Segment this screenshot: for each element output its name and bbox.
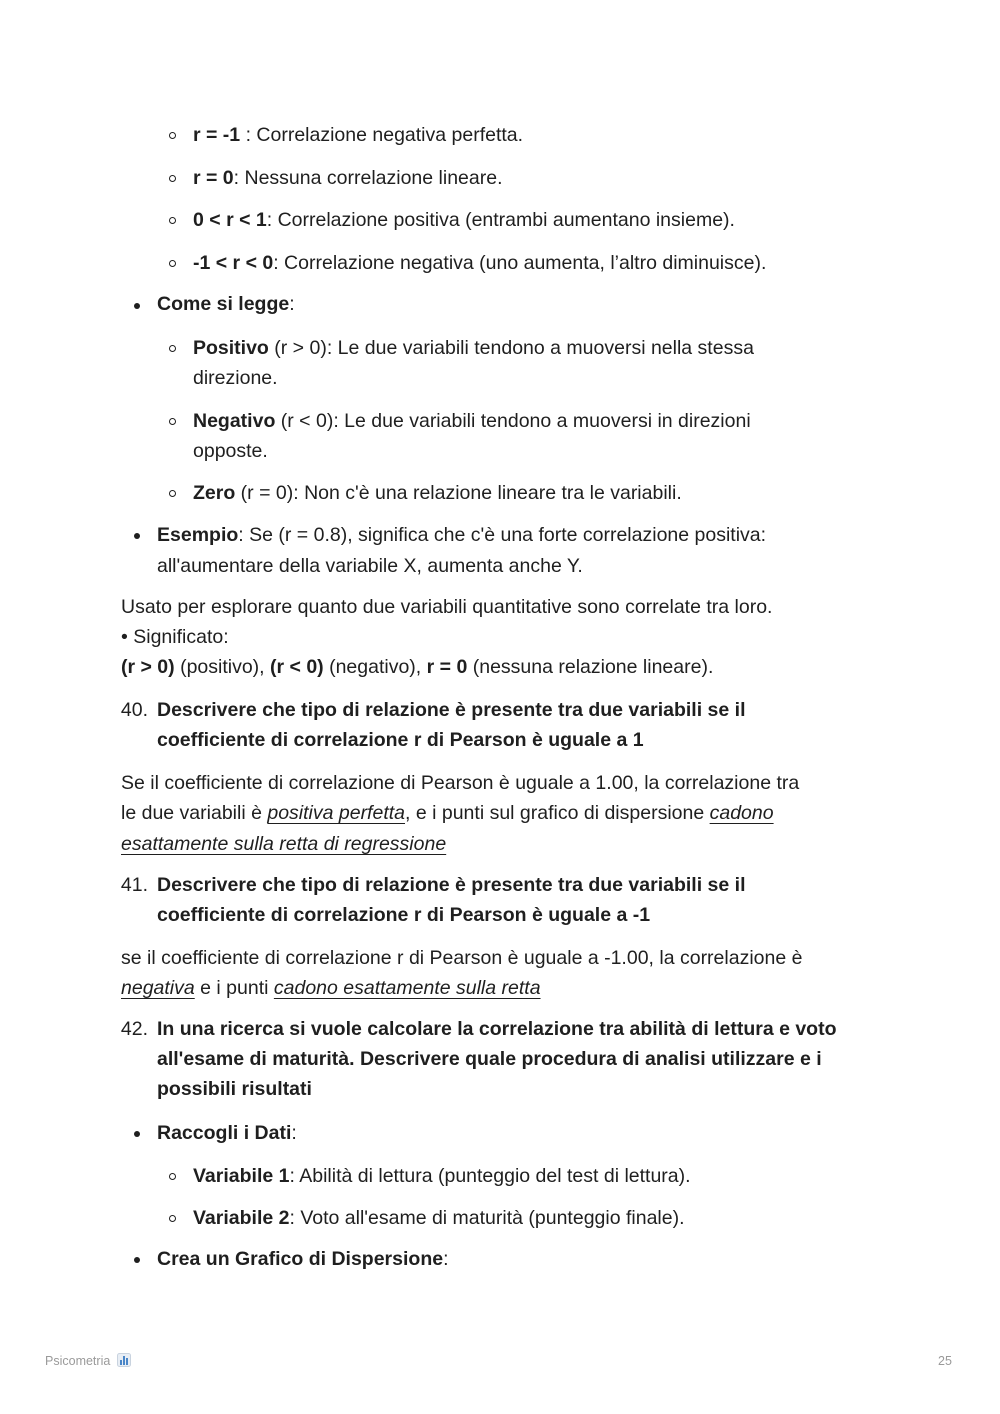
bar-chart-icon bbox=[117, 1353, 131, 1371]
list-item: 0 < r < 1: Correlazione positiva (entrambi aumentano insieme). bbox=[193, 209, 735, 231]
list-bullet bbox=[169, 132, 176, 139]
question-heading: Descrivere che tipo di relazione è presente tra due variabili se il bbox=[157, 874, 746, 896]
list-item-continuation: all'aumentare della variabile X, aumenta anche Y. bbox=[157, 555, 583, 577]
list-item-esempio: Esempio: Se (r = 0.8), significa che c'è una forte correlazione positiva: bbox=[157, 524, 767, 546]
footer-title: Psicometria bbox=[45, 1353, 131, 1371]
list-bullet bbox=[169, 1215, 176, 1222]
list-bullet bbox=[169, 175, 176, 182]
list-bullet bbox=[169, 490, 176, 497]
list-bullet bbox=[169, 217, 176, 224]
question-heading: all'esame di maturità. Descrivere quale procedura di analisi utilizzare e i bbox=[157, 1048, 822, 1070]
list-item-continuation: opposte. bbox=[193, 440, 268, 462]
list-item-raccogli: Raccogli i Dati: bbox=[157, 1122, 297, 1144]
question-number: 41. bbox=[120, 874, 148, 896]
list-item: Positivo (r > 0): Le due variabili tendono a muoversi nella stessa bbox=[193, 337, 754, 359]
list-item-come-si-legge: Come si legge: bbox=[157, 293, 295, 315]
list-item: Zero (r = 0): Non c'è una relazione lineare tra le variabili. bbox=[193, 482, 682, 504]
page-number: 25 bbox=[938, 1354, 952, 1368]
answer-paragraph: Se il coefficiente di correlazione di Pearson è uguale a 1.00, la correlazione tra bbox=[121, 772, 800, 794]
question-heading: coefficiente di correlazione r di Pearson è uguale a 1 bbox=[157, 729, 644, 751]
answer-paragraph: le due variabili è positiva perfetta, e i punti sul grafico di dispersione cadono bbox=[121, 802, 774, 824]
question-number: 42. bbox=[120, 1018, 148, 1040]
list-bullet bbox=[169, 345, 176, 352]
list-item-crea-grafico: Crea un Grafico di Dispersione: bbox=[157, 1248, 449, 1270]
paragraph: (r > 0) (positivo), (r < 0) (negativo), r = 0 (nessuna relazione lineare). bbox=[121, 656, 714, 678]
answer-paragraph: esattamente sulla retta di regressione bbox=[121, 833, 447, 855]
question-heading: coefficiente di correlazione r di Pearson è uguale a -1 bbox=[157, 904, 651, 926]
list-bullet bbox=[134, 1131, 140, 1137]
question-number: 40. bbox=[120, 699, 148, 721]
question-heading: possibili risultati bbox=[157, 1078, 312, 1100]
paragraph: Usato per esplorare quanto due variabili quantitative sono correlate tra loro. bbox=[121, 596, 773, 618]
answer-paragraph: negativa e i punti cadono esattamente sulla retta bbox=[121, 977, 541, 999]
paragraph: • Significato: bbox=[121, 626, 229, 648]
list-item: -1 < r < 0: Correlazione negativa (uno aumenta, l’altro diminuisce). bbox=[193, 252, 767, 274]
question-heading: Descrivere che tipo di relazione è presente tra due variabili se il bbox=[157, 699, 746, 721]
list-bullet bbox=[134, 1257, 140, 1263]
list-bullet bbox=[134, 533, 140, 539]
list-item-continuation: direzione. bbox=[193, 367, 278, 389]
list-item: r = 0: Nessuna correlazione lineare. bbox=[193, 167, 503, 189]
list-item: r = -1 : Correlazione negativa perfetta. bbox=[193, 124, 524, 146]
list-item: Negativo (r < 0): Le due variabili tendono a muoversi in direzioni bbox=[193, 410, 751, 432]
list-bullet bbox=[169, 418, 176, 425]
list-item: Variabile 2: Voto all'esame di maturità (punteggio finale). bbox=[193, 1207, 685, 1229]
list-item: Variabile 1: Abilità di lettura (punteggio del test di lettura). bbox=[193, 1165, 691, 1187]
question-heading: In una ricerca si vuole calcolare la correlazione tra abilità di lettura e voto bbox=[157, 1018, 837, 1040]
list-bullet bbox=[169, 260, 176, 267]
list-bullet bbox=[169, 1173, 176, 1180]
list-bullet bbox=[134, 303, 140, 309]
answer-paragraph: se il coefficiente di correlazione r di Pearson è uguale a -1.00, la correlazione è bbox=[121, 947, 803, 969]
